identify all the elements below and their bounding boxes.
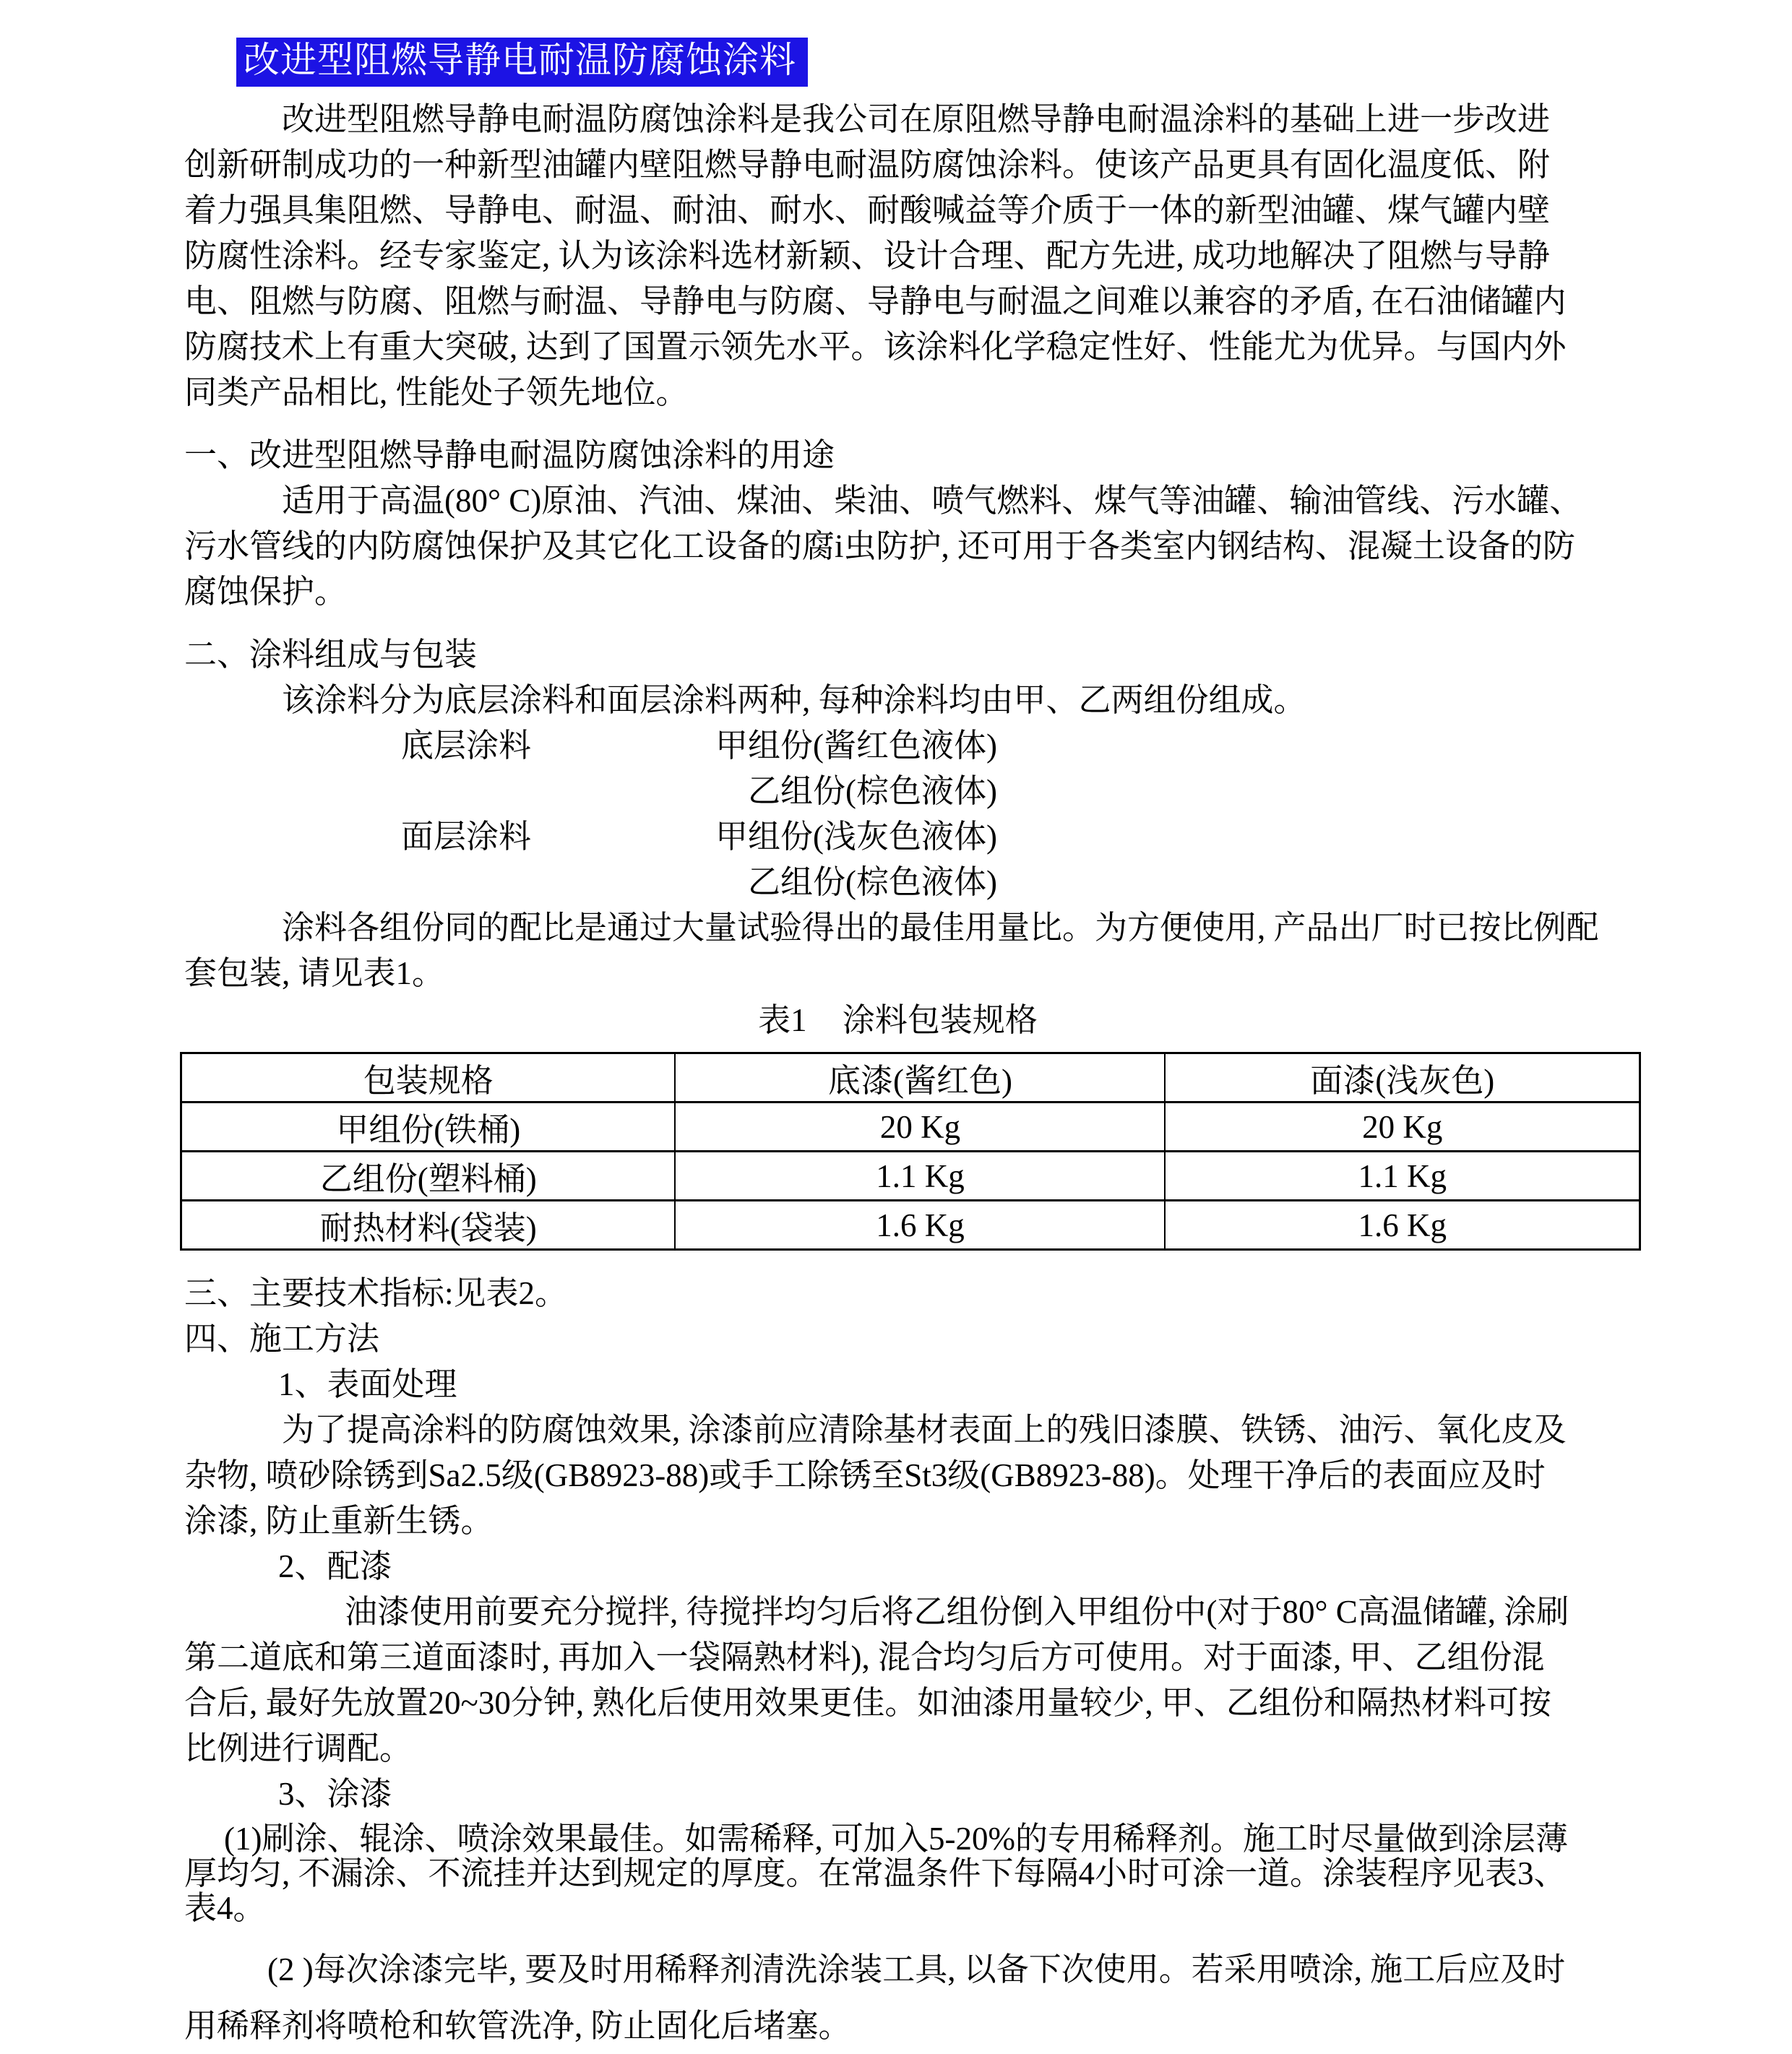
sub2-body [184, 1589, 1611, 1772]
ratio-line: 套包装, 请见表1。 [184, 955, 445, 991]
composition-value: 甲组份(酱红色液体) [715, 728, 997, 764]
sub2-line: 合后, 最好先放置20~30分钟, 熟化后使用效果更佳。如油漆用量较少, 甲、乙组份和隔热材料可按 [184, 1685, 1551, 1721]
table1-header-cell: 面漆(浅灰色) [1165, 1053, 1640, 1102]
sub1-heading: 1、表面处理 [278, 1366, 457, 1402]
intro-line: 电、阻燃与防腐、阻燃与耐温、导静电与防腐、导静电与耐温之间难以兼容的矛盾, 在石油储罐内 [184, 283, 1567, 319]
composition-value: 乙组份(棕色液体) [748, 864, 997, 900]
table1-cell: 20 Kg [1165, 1102, 1640, 1152]
table1-row [181, 1201, 1640, 1250]
sub3-line: 表4。 [184, 1890, 266, 1926]
composition-row-primer-b [184, 769, 1611, 814]
table1-row [181, 1152, 1640, 1201]
sub3-line: 厚均匀, 不漏涂、不流挂并达到规定的厚度。在常温条件下每隔4小时可涂一道。涂装程序见表3、 [184, 1855, 1567, 1891]
intro-line: 防腐性涂料。经专家鉴定, 认为该涂料选材新颖、设计合理、配方先进, 成功地解决了阻燃与导静 [184, 238, 1551, 274]
sub3-heading: 3、涂漆 [278, 1776, 392, 1812]
section1-line: 适用于高温(80° C)原油、汽油、煤油、柴油、喷气燃料、煤气等油罐、输油管线、污水罐、 [282, 483, 1582, 519]
intro-line: 防腐技术上有重大突破, 达到了国置示领先水平。该涂料化学稳定性好、性能尤为优异。与国内外 [184, 329, 1567, 365]
sub2-line: 第二道底和第三道面漆时, 再加入一袋隔熟材料), 混合均匀后方可使用。对于面漆, 甲、乙组份混 [184, 1639, 1545, 1675]
sub2-heading: 2、配漆 [278, 1548, 392, 1584]
composition-label: 底层涂料 [401, 728, 532, 764]
sub1-line: 涂漆, 防止重新生锈。 [184, 1503, 494, 1539]
composition-label: 面层涂料 [401, 819, 532, 855]
sub1-line: 为了提高涂料的防腐蚀效果, 涂漆前应清除基材表面上的残旧漆膜、铁锈、油污、氧化皮及 [282, 1412, 1567, 1448]
composition-value: 乙组份(棕色液体) [748, 773, 997, 809]
intro-line: 着力强具集阻燃、导静电、耐温、耐油、耐水、耐酸喊益等介质于一体的新型油罐、煤气罐内壁 [184, 192, 1551, 228]
table1-cell: 乙组份(塑料桶) [181, 1152, 676, 1201]
sub2-line: 比例进行调配。 [184, 1730, 413, 1766]
table1-cell: 1.6 Kg [675, 1201, 1165, 1250]
table1-header-cell: 包装规格 [181, 1053, 676, 1102]
table1-cell: 1.6 Kg [1165, 1201, 1640, 1250]
sub1-line: 杂物, 喷砂除锈到Sa2.5级(GB8923-88)或手工除锈至St3级(GB8923-88)。处理干净后的表面应及时 [184, 1457, 1546, 1493]
table1-cell: 1.1 Kg [675, 1152, 1165, 1201]
ratio-line: 涂料各组份同的配比是通过大量试验得出的最佳用量比。为方便使用, 产品出厂时已按比例配 [282, 910, 1599, 946]
intro-paragraph [184, 97, 1611, 415]
sub3-line: (1)刷涂、辊涂、喷涂效果最佳。如需稀释, 可加入5-20%的专用稀释剂。施工时尽量做到涂层薄 [224, 1821, 1568, 1857]
table1-cell: 耐热材料(袋装) [181, 1201, 676, 1250]
section1-line: 污水管线的内防腐蚀保护及其它化工设备的腐i虫防护, 还可用于各类室内钢结构、混凝土设备的防 [184, 528, 1576, 564]
table1-header-cell: 底漆(酱红色) [675, 1053, 1165, 1102]
intro-line: 改进型阻燃导静电耐温防腐蚀涂料是我公司在原阻燃导静电耐温涂料的基础上进一步改进 [282, 101, 1551, 137]
section3-heading: 三、主要技术指标:见表2。 [184, 1275, 568, 1311]
section4-heading: 四、施工方法 [184, 1321, 380, 1357]
sub3-paragraph2 [184, 1941, 1611, 2054]
composition-value: 甲组份(浅灰色液体) [715, 819, 997, 855]
document-title: 改进型阻燃导静电耐温防腐蚀涂料 [236, 38, 808, 87]
section1-line: 腐蚀保护。 [184, 574, 348, 610]
sub2-line: 油漆使用前要充分搅拌, 待搅拌均匀后将乙组份倒入甲组份中(对于80° C高温储罐, 涂刷 [345, 1594, 1569, 1630]
sub3-line: 用稀释剂将喷枪和软管洗净, 防止固化后堵塞。 [184, 2008, 851, 2044]
table1-row [181, 1102, 1640, 1152]
section2-body [184, 678, 1611, 996]
sub3-line: (2 )每次涂漆完毕, 要及时用稀释剂清洗涂装工具, 以备下次使用。若采用喷涂, 施工后应及时 [267, 1951, 1566, 1988]
intro-line: 创新研制成功的一种新型油罐内壁阻燃导静电耐温防腐蚀涂料。使该产品更具有固化温度低、附 [184, 147, 1551, 183]
section1-heading: 一、改进型阻燃导静电耐温防腐蚀涂料的用途 [184, 437, 835, 473]
table1-cell: 甲组份(铁桶) [181, 1102, 676, 1152]
sub3-paragraph1 [184, 1821, 1611, 1925]
composition-row-topcoat-b [184, 860, 1611, 905]
composition-row-primer [184, 723, 1611, 769]
table1-caption [184, 998, 1611, 1043]
section2-heading: 二、涂料组成与包装 [184, 637, 478, 673]
composition-row-topcoat [184, 814, 1611, 860]
section1-body [184, 478, 1611, 615]
table1-cell: 1.1 Kg [1165, 1152, 1640, 1201]
intro-line: 同类产品相比, 性能处子领先地位。 [184, 374, 689, 410]
section2-lead: 该涂料分为底层涂料和面层涂料两种, 每种涂料均由甲、乙两组份组成。 [282, 682, 1306, 718]
table1-caption-label: 表1 [758, 1002, 807, 1038]
table1-packaging-spec [180, 1052, 1641, 1251]
sub1-body [184, 1407, 1611, 1544]
table1-caption-title: 涂料包装规格 [842, 1002, 1038, 1038]
table1-header-row [181, 1053, 1640, 1102]
table1-cell: 20 Kg [675, 1102, 1165, 1152]
